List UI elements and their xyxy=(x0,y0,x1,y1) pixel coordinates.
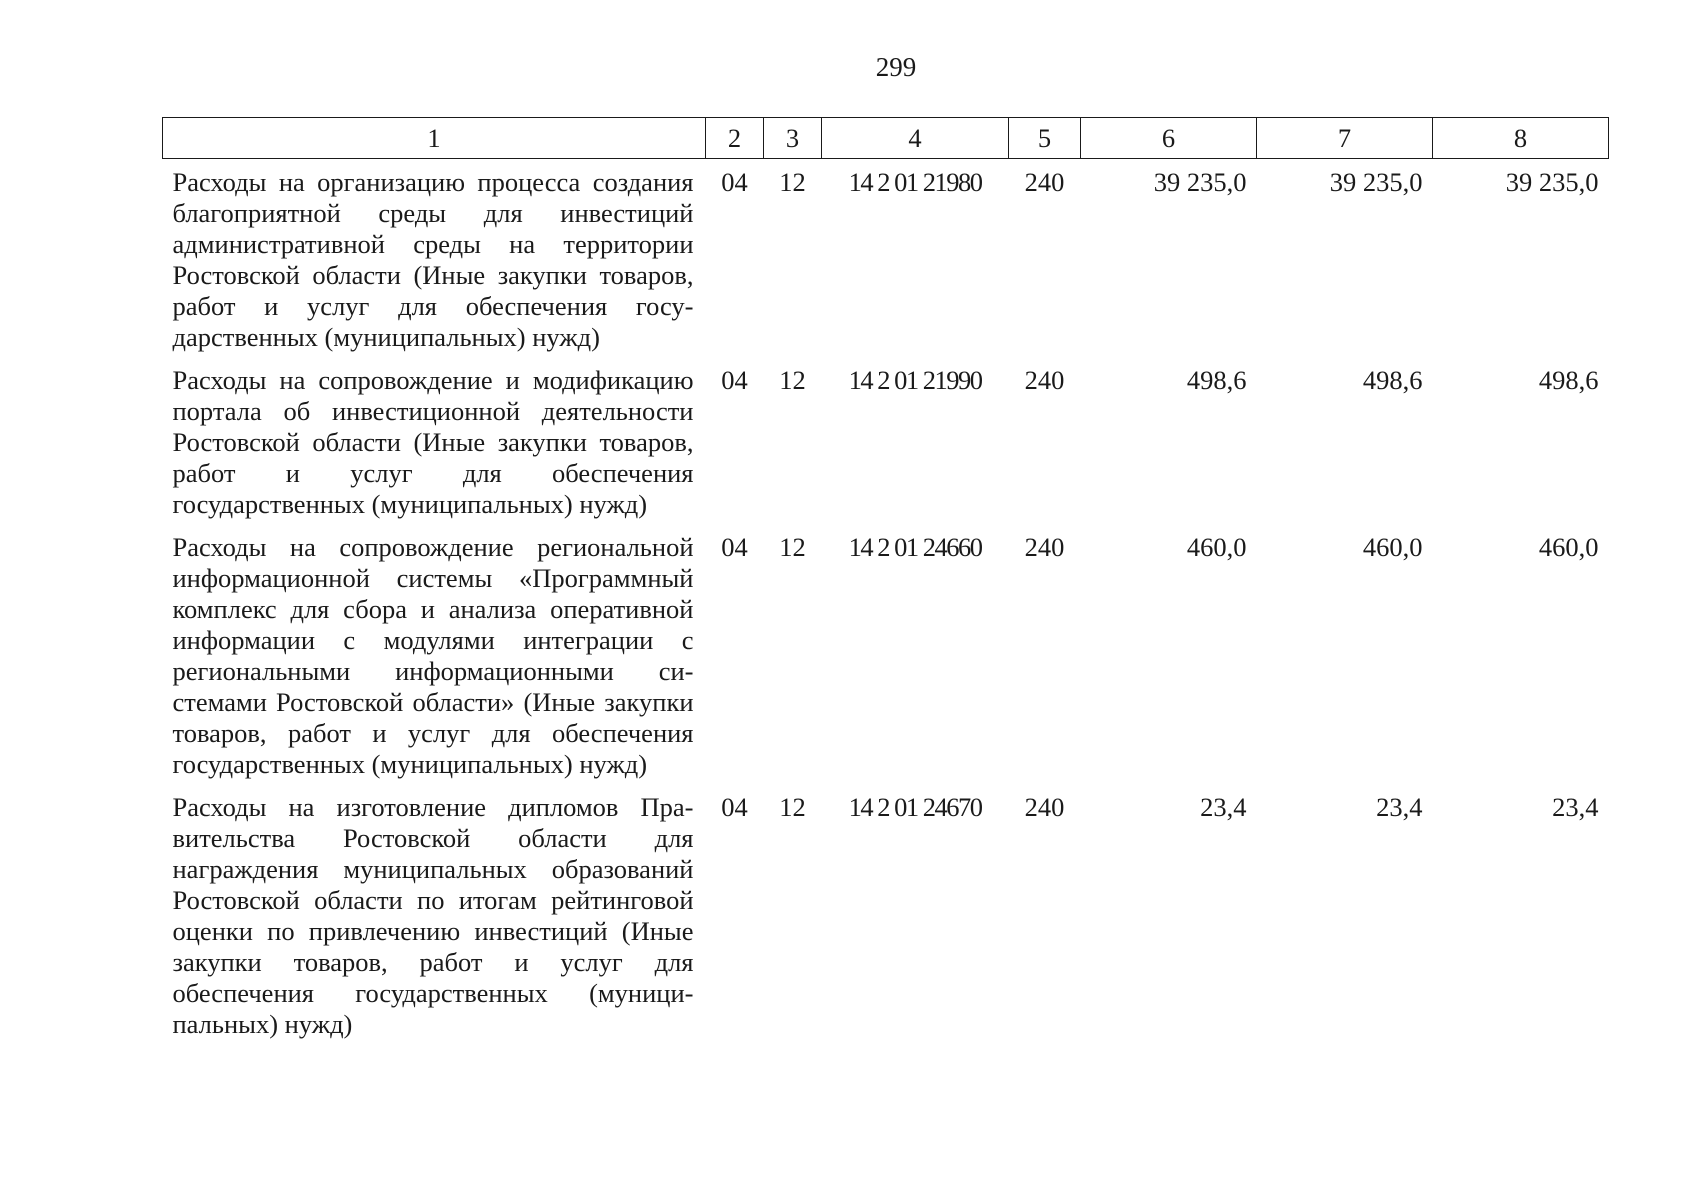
amount-column-6: 39 235,0 xyxy=(1153,167,1247,197)
amount-column-7: 498,6 xyxy=(1362,365,1423,395)
amount-column-7: 460,0 xyxy=(1362,532,1423,562)
subsection-code: 12 xyxy=(779,532,806,562)
amount-column-7: 23,4 xyxy=(1376,792,1423,822)
header-row xyxy=(163,118,1609,159)
expense-description: Расходы на организацию процесса создания благоприятной среды для инвестиций административной среды на территории Ростовской области (Иные закупки товаров, работ и услуг для обеспечения государственных (муниципальных) нужд) xyxy=(172,167,694,352)
column-header-5: 5 xyxy=(1009,118,1081,159)
expense-type-code: 240 xyxy=(1024,167,1065,197)
subsection-code: 12 xyxy=(779,167,806,197)
expense-description: Расходы на изготовление дипломов Правительства Ростовской области для награждения муниципальных образований Ростовской области по итогам рейтинговой оценки по привлечению инвестиций (Иные закупки товаров, работ и услуг для обеспечения государственных (муниципальных) нужд) xyxy=(172,792,694,1039)
expense-type-code: 240 xyxy=(1024,792,1065,822)
amount-column-7: 39 235,0 xyxy=(1329,167,1423,197)
section-code: 04 xyxy=(721,792,748,822)
subsection-code: 12 xyxy=(779,792,806,822)
expense-type-code: 240 xyxy=(1024,365,1065,395)
column-header-6: 6 xyxy=(1081,118,1257,159)
target-article-code: 14 2 01 24660 xyxy=(848,532,982,562)
expense-description: Расходы на сопровождение и модификацию портала об инвестиционной деятельности Ростовской области (Иные закупки товаров, работ и услуг для обеспечения государственных (муниципальных) нужд) xyxy=(172,365,694,519)
amount-column-6: 23,4 xyxy=(1200,792,1247,822)
column-header-2: 2 xyxy=(706,118,764,159)
table-body xyxy=(163,159,1609,1053)
amount-column-6: 460,0 xyxy=(1186,532,1247,562)
expense-description: Расходы на сопровождение региональной информационной системы «Программный комплекс для сбора и анализа оперативной информации с модулями интеграции с региональными информационными системами Ростовской области» (Иные закупки товаров, работ и услуг для обеспечения государственных (муниципальных) нужд) xyxy=(172,532,694,779)
budget-table xyxy=(162,117,1609,1052)
amount-column-8: 23,4 xyxy=(1552,792,1599,822)
table-row xyxy=(163,365,1609,532)
table-row xyxy=(163,532,1609,792)
target-article-code: 14 2 01 21990 xyxy=(848,365,982,395)
column-header-1: 1 xyxy=(163,118,706,159)
table-header xyxy=(163,118,1609,159)
amount-column-8: 39 235,0 xyxy=(1505,167,1599,197)
expense-type-code: 240 xyxy=(1024,532,1065,562)
amount-column-6: 498,6 xyxy=(1186,365,1247,395)
page-number: 299 xyxy=(875,52,917,82)
amount-column-8: 498,6 xyxy=(1538,365,1599,395)
column-header-3: 3 xyxy=(764,118,822,159)
column-header-7: 7 xyxy=(1257,118,1433,159)
column-header-8: 8 xyxy=(1433,118,1609,159)
amount-column-8: 460,0 xyxy=(1538,532,1599,562)
section-code: 04 xyxy=(721,167,748,197)
target-article-code: 14 2 01 24670 xyxy=(848,792,982,822)
subsection-code: 12 xyxy=(779,365,806,395)
section-code: 04 xyxy=(721,365,748,395)
target-article-code: 14 2 01 21980 xyxy=(848,167,982,197)
section-code: 04 xyxy=(721,532,748,562)
column-header-4: 4 xyxy=(822,118,1009,159)
table-row xyxy=(163,792,1609,1052)
table-row xyxy=(163,159,1609,366)
